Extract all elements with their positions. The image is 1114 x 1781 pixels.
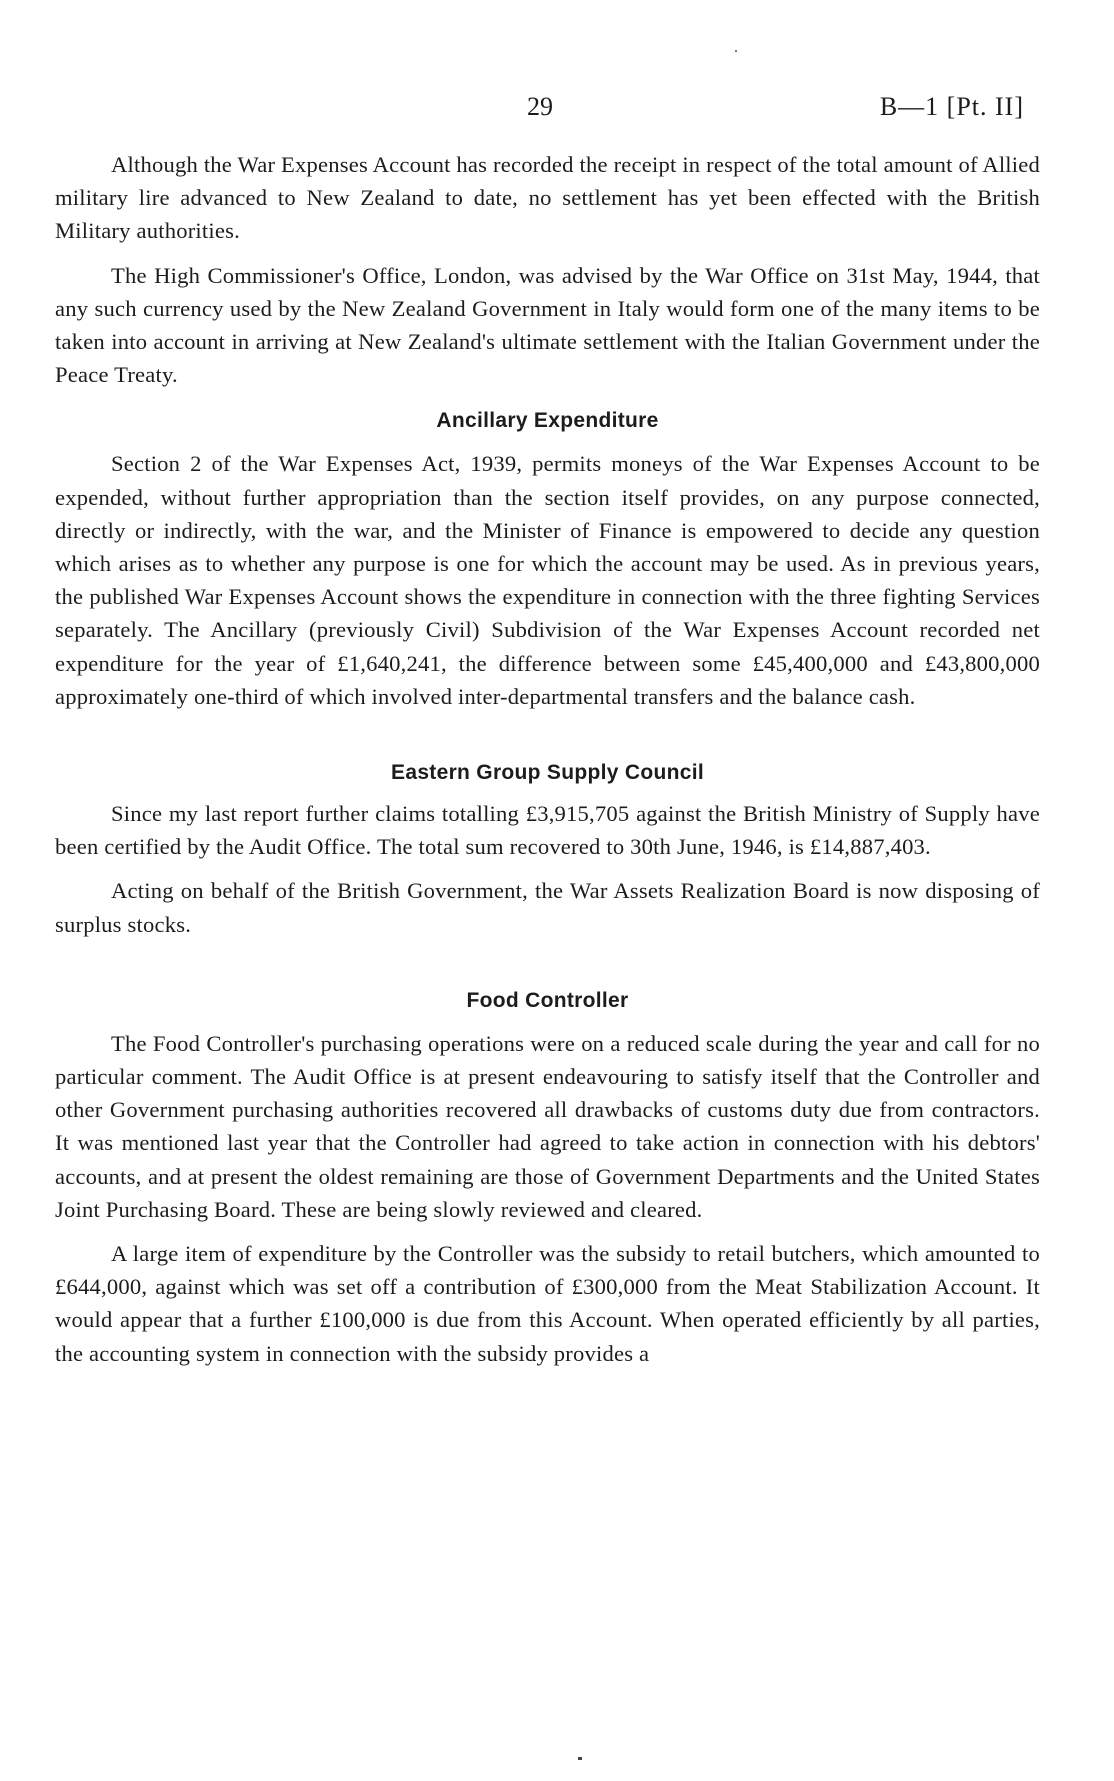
page-number: 29 bbox=[527, 92, 553, 121]
scan-speck bbox=[735, 50, 737, 52]
paragraph-claims: Since my last report further claims totalling £3,915,705 against the British Ministry of Supply have been certified by the Audit Office. The total sum recovered to 30th June, 1946, is £14,887,403. bbox=[55, 801, 1040, 860]
document-reference: B—1 [Pt. II] bbox=[879, 92, 1024, 121]
heading-food-controller: Food Controller bbox=[466, 988, 629, 1012]
page-header bbox=[0, 92, 1114, 132]
paragraph-lire-settlement: Although the War Expenses Account has recorded the receipt in respect of the total amount of Allied military lire advanced to New Zealand to date, no settlement has yet been effected with the British Military authorities. bbox=[55, 152, 1040, 244]
paragraph-ancillary: Section 2 of the War Expenses Act, 1939, permits moneys of the War Expenses Account to be expended, without further appropriation than the section itself provides, on any purpose connected, directly or indirectly, with the war, and the Minister of Finance is empowered to decide any question which arises as to whether any purpose is one for which the account may be used. As in previous years, the published War Expenses Account shows the expenditure in connection with the three fighting Services separately. The Ancillary (previously Civil) Subdivision of the War Expenses Account recorded net expenditure for the year of £1,640,241, the difference between some £45,400,000 and £43,800,000 approximately one-third of which involved inter-departmental transfers and the balance cash. bbox=[55, 451, 1040, 709]
heading-eastern-group-supply-council: Eastern Group Supply Council bbox=[391, 761, 704, 785]
paragraph-war-assets: Acting on behalf of the British Government, the War Assets Realization Board is now disposing of surplus stocks. bbox=[55, 878, 1040, 937]
paragraph-high-commissioner: The High Commissioner's Office, London, was advised by the War Office on 31st May, 1944, that any such currency used by the New Zealand Government in Italy would form one of the many items to be taken into account in arriving at New Zealand's ultimate settlement with the Italian Government under the Peace Treaty. bbox=[55, 262, 1040, 388]
body-text bbox=[55, 148, 1040, 1370]
heading-ancillary-expenditure: Ancillary Expenditure bbox=[436, 409, 659, 433]
paragraph-butchers-subsidy: A large item of expenditure by the Controller was the subsidy to retail butchers, which amounted to £644,000, against which was set off a contribution of £300,000 from the Meat Stabilization Account. It would appear that a further £100,000 is due from this Account. When operated efficiently by all parties, the accounting system in connection with the subsidy provides a bbox=[55, 1241, 1040, 1366]
paragraph-food-operations: The Food Controller's purchasing operations were on a reduced scale during the year and call for no particular comment. The Audit Office is at present endeavouring to satisfy itself that the Controller and other Government purchasing authorities recovered all drawbacks of customs duty due from contractors. It was mentioned last year that the Controller had agreed to take action in connection with his debtors' accounts, and at present the oldest remaining are those of Government Departments and the United States Joint Purchasing Board. These are being slowly reviewed and cleared. bbox=[55, 1030, 1040, 1222]
page-mark bbox=[578, 1757, 582, 1760]
